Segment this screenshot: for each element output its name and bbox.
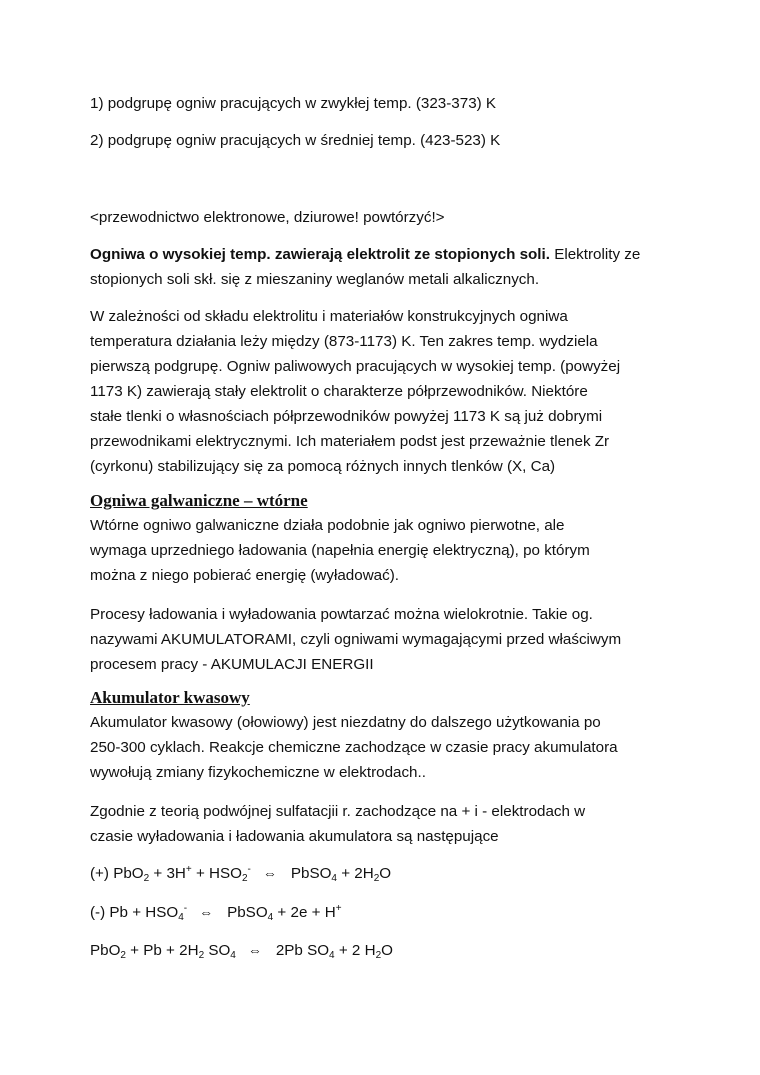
paragraph-high-temp-cells <box>90 242 690 292</box>
para1-line2: stopionych soli skł. się z mieszaniny weglanów metali alkalicznych. <box>90 271 540 288</box>
paragraph-sulfation-theory <box>90 799 690 849</box>
text-line: (cyrkonu) stabilizujący się za pomocą różnych innych tlenków (X, Ca) <box>90 458 556 475</box>
equilibrium-arrow-icon: ⇔ <box>199 904 214 920</box>
text-line: wymaga uprzedniego ładowania (napełnia energię elektryczną), po którym <box>90 542 590 559</box>
text-line: można z niego pobierać energię (wyładować). <box>90 567 399 584</box>
paragraph-accumulators <box>90 602 690 677</box>
text-line: Zgodnie z teorią podwójnej sulfatacjii r. zachodzące na + i - elektrodach w <box>90 803 586 820</box>
equation-negative-electrode: (-) $Pb + HSO_4^-$ ⇔ PbSO$_4$ + 2e + H+ <box>90 900 690 925</box>
paragraph-acid-accumulator <box>90 710 690 785</box>
text-line: Procesy ładowania i wyładowania powtarzać można wielokrotnie. Takie og. <box>90 606 593 623</box>
paragraph-secondary-cells <box>90 513 690 588</box>
paragraph-temperature-range <box>90 304 690 479</box>
list-item-2: 2) podgrupę ogniw pracujących w średniej temp. (423-523) K <box>90 132 501 149</box>
text-line: czasie wyładowania i ładowania akumulatora są następujące <box>90 828 499 845</box>
equilibrium-arrow-icon: ⇔ <box>262 865 277 881</box>
text-line: 1173 K) zawierają stały elektrolit o charakterze półprzewodników. Niektóre <box>90 383 588 400</box>
text-line: stałe tlenki o własnościach półprzewodników powyżej 1173 K są już dobrymi <box>90 408 603 425</box>
text-line: pierwszą podgrupę. Ogniw paliwowych pracujących w wysokiej temp. (powyżej <box>90 358 621 375</box>
equation-positive-electrode: (+) $PbO_2 + 3H^+ + HSO_2^-$ ⇔ PbSO$_4$ + $2H_2O$ <box>90 861 690 886</box>
equilibrium-arrow-icon: ⇔ <box>247 942 262 958</box>
text-line: Wtórne ogniwo galwaniczne działa podobnie jak ogniwo pierwotne, ale <box>90 517 565 534</box>
text-line: procesem pracy - AKUMULACJI ENERGII <box>90 656 374 673</box>
bold-lead: Ogniwa o wysokiej temp. zawierają elektrolit ze stopionych soli. <box>90 246 550 263</box>
para1-line1: Elektrolity ze <box>554 246 641 263</box>
text-line: przewodnikami elektrycznymi. Ich materiałem podst jest przeważnie tlenek Zr <box>90 433 610 450</box>
note-line: <przewodnictwo elektronowe, dziurowe! powtórzyć!> <box>90 209 445 226</box>
text-line: wywołują zmiany fizykochemiczne w elektrodach.. <box>90 764 426 781</box>
heading-secondary-cells: Ogniwa galwaniczne – wtórne <box>90 491 308 510</box>
list-item-1: 1) podgrupę ogniw pracujących w zwykłej temp. (323-373) K <box>90 95 497 112</box>
equation-overall-reaction: $PbO_2 + Pb + 2H_2$ $SO_4$ ⇔ 2Pb $SO_4 + 2$ $H_2O$ <box>90 938 690 963</box>
text-line: 250-300 cyklach. Reakcje chemiczne zachodzące w czasie pracy akumulatora <box>90 739 618 756</box>
text-line: W zależności od składu elektrolitu i materiałów konstrukcyjnych ogniwa <box>90 308 568 325</box>
text-line: nazywami AKUMULATORAMI, czyli ogniwami wymagającymi przed właściwym <box>90 631 622 648</box>
text-line: Akumulator kwasowy (ołowiowy) jest niezdatny do dalszego użytkowania po <box>90 714 601 731</box>
text-line: temperatura działania leży między (873-1173) K. Ten zakres temp. wydziela <box>90 333 598 350</box>
heading-acid-accumulator: Akumulator kwasowy <box>90 688 250 707</box>
